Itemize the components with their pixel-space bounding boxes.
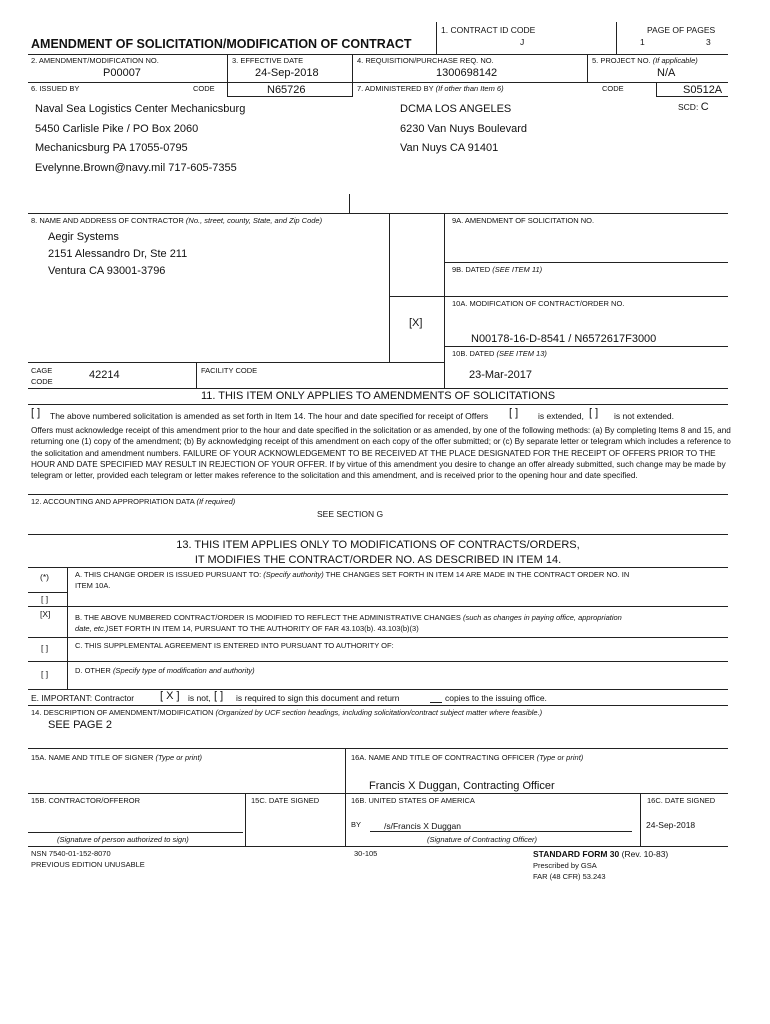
amendment-no: P00007 <box>103 67 141 79</box>
item-10b-label: 10B. DATED (SEE ITEM 13) <box>452 349 547 358</box>
item-e-text-1: E. IMPORTANT: Contractor <box>31 693 135 703</box>
item-10-checkbox[interactable]: [X] <box>409 317 423 329</box>
administered-by-label: 7. ADMINISTERED BY (If other than Item 6) <box>357 84 504 93</box>
item-13b-text-2: date, etc.)SET FORTH IN ITEM 14, PURSUANT TO THE AUTHORITY OF FAR 43.103(b). 43.103(b)(3) <box>75 624 419 633</box>
item-15a-label: 15A. NAME AND TITLE OF SIGNER (Type or print) <box>31 753 203 762</box>
signature-line <box>28 832 243 833</box>
admin-code: S0512A <box>683 84 723 96</box>
rule <box>227 82 228 97</box>
item-13a-checkbox[interactable]: [ ] <box>41 594 49 604</box>
item-10b-date: 23-Mar-2017 <box>469 369 532 381</box>
item-13b-checkbox[interactable]: [X] <box>40 609 51 619</box>
item-15c-label: 15C. DATE SIGNED <box>251 796 320 805</box>
rule <box>227 54 228 83</box>
rule <box>28 388 728 389</box>
contractor-label: 8. NAME AND ADDRESS OF CONTRACTOR (No., street, county, State, and Zip Code) <box>31 216 323 225</box>
rule <box>656 96 728 97</box>
rule <box>28 606 728 607</box>
effective-date-label: 3. EFFECTIVE DATE <box>232 56 304 65</box>
standard-form: STANDARD FORM 30 (Rev. 10-83) <box>533 849 669 859</box>
rule <box>28 846 728 847</box>
item-13-title-1: 13. THIS ITEM APPLIES ONLY TO MODIFICATIONS OF CONTRACTS/ORDERS, <box>176 539 580 551</box>
effective-date: 24-Sep-2018 <box>255 67 319 79</box>
admin-code-label: CODE <box>602 84 624 93</box>
scd: SCD: C <box>678 101 709 113</box>
rule <box>28 534 728 535</box>
contract-order-no: N00178-16-D-8541 / N6572617F3000 <box>471 333 657 345</box>
form-title: AMENDMENT OF SOLICITATION/MODIFICATION OF CONTRACT <box>31 37 412 51</box>
item-16c-label: 16C. DATE SIGNED <box>647 796 716 805</box>
admin-line-1: DCMA LOS ANGELES <box>400 103 512 115</box>
page-number: 1 <box>640 37 645 47</box>
item-9b-label: 9B. DATED (SEE ITEM 11) <box>452 265 543 274</box>
item-12-label: 12. ACCOUNTING AND APPROPRIATION DATA (If required) <box>31 497 236 506</box>
signature-person-note: (Signature of person authorized to sign) <box>57 835 189 844</box>
rule <box>389 213 390 362</box>
item-10a-label: 10A. MODIFICATION OF CONTRACT/ORDER NO. <box>452 299 625 308</box>
item-12-value: SEE SECTION G <box>317 509 384 519</box>
facility-code-label: FACILITY CODE <box>201 366 258 375</box>
item-13d-checkbox[interactable]: [ ] <box>41 669 49 679</box>
item-16a-label: 16A. NAME AND TITLE OF CONTRACTING OFFICER (Type or print) <box>351 753 584 762</box>
item-13a-text-2: ITEM 10A. <box>75 581 111 590</box>
item-16b-label: 16B. UNITED STATES OF AMERICA <box>351 796 475 805</box>
prescribed-by: Prescribed by GSA <box>533 861 597 870</box>
rule <box>444 213 445 388</box>
rule <box>245 793 246 846</box>
rule <box>436 22 437 55</box>
rule <box>67 567 68 689</box>
contractor-street: 2151 Alessandro Dr, Ste 211 <box>48 248 188 260</box>
item-9a-label: 9A. AMENDMENT OF SOLICITATION NO. <box>452 216 595 225</box>
item-14-value: SEE PAGE 2 <box>48 719 112 731</box>
item-13c-checkbox[interactable]: [ ] <box>41 643 49 653</box>
project-label: 5. PROJECT NO. (If applicable) <box>592 56 698 65</box>
rule <box>656 82 657 97</box>
cage-label-2: CODE <box>31 377 53 386</box>
issued-code: N65726 <box>267 84 306 96</box>
rule <box>28 567 728 568</box>
rule <box>616 22 617 55</box>
item-e-text-4: copies to the issuing office. <box>445 693 547 703</box>
rule <box>28 689 728 690</box>
item-13b-text: B. THE ABOVE NUMBERED CONTRACT/ORDER IS MODIFIED TO REFLECT THE ADMINISTRATIVE CHANGES (such as changes in paying office, appropriation <box>75 613 622 622</box>
rule <box>640 793 641 846</box>
rule <box>345 748 346 846</box>
rule <box>587 54 588 83</box>
item-e-text-2: is not, <box>188 693 211 703</box>
date-signed: 24-Sep-2018 <box>646 820 696 830</box>
rule <box>28 793 728 794</box>
contractor-name: Aegir Systems <box>48 231 119 243</box>
rule <box>28 213 728 214</box>
code-label: CODE <box>193 84 215 93</box>
cage-label-1: CAGE <box>31 366 53 375</box>
item-15b-label: 15B. CONTRACTOR/OFFEROR <box>31 796 141 805</box>
rule <box>389 296 728 297</box>
signature-officer-note: (Signature of Contracting Officer) <box>427 835 538 844</box>
item-13c-text: C. THIS SUPPLEMENTAL AGREEMENT IS ENTERED INTO PURSUANT TO AUTHORITY OF: <box>75 641 394 650</box>
item-13-star: (*) <box>40 572 49 582</box>
rule <box>28 82 728 83</box>
item-e-text-3: is required to sign this document and return <box>236 693 400 703</box>
requisition-label: 4. REQUISITION/PURCHASE REQ. NO. <box>357 56 494 65</box>
rule <box>196 362 197 388</box>
item-11-title: 11. THIS ITEM ONLY APPLIES TO AMENDMENTS OF SOLICITATIONS <box>200 390 556 402</box>
nsn: NSN 7540-01-152-8070 <box>31 849 111 858</box>
contract-id-code-label: 1. CONTRACT ID CODE <box>441 25 536 35</box>
item-e-box-1[interactable]: [ X ] <box>160 690 180 702</box>
rule <box>444 262 728 263</box>
admin-line-3: Van Nuys CA 91401 <box>400 142 499 154</box>
signature-line <box>370 831 632 832</box>
rule <box>28 494 728 495</box>
rule <box>28 404 728 405</box>
item-11-box-1[interactable]: [ ] <box>31 407 41 419</box>
rule <box>28 637 728 638</box>
far-reference: FAR (48 CFR) 53.243 <box>533 872 606 881</box>
previous-edition: PREVIOUS EDITION UNUSABLE <box>31 860 145 869</box>
issuer-line-2: 5450 Carlisle Pike / PO Box 2060 <box>35 123 199 135</box>
cage-code: 42214 <box>89 369 120 381</box>
issuer-line-3: Mechanicsburg PA 17055-0795 <box>35 142 188 154</box>
rule <box>28 592 67 593</box>
item-11-box-3[interactable]: [ ] <box>589 407 599 419</box>
page-of-pages-label: PAGE OF PAGES <box>647 25 716 35</box>
amendment-no-label: 2. AMENDMENT/MODIFICATION NO. <box>31 56 159 65</box>
rule <box>28 748 728 749</box>
rule <box>352 54 353 97</box>
item-14-label: 14. DESCRIPTION OF AMENDMENT/MODIFICATION (Organized by UCF section headings, including solicitation/contract subject matter where feasible.) <box>31 708 543 717</box>
rule <box>28 705 728 706</box>
item-13a-text: A. THIS CHANGE ORDER IS ISSUED PURSUANT TO: (Specify authority) THE CHANGES SET FORTH IN ITEM 14 ARE MADE IN THE CONTRACT ORDER NO. IN <box>75 570 630 579</box>
item-11-extended: is extended, <box>538 411 584 421</box>
item-13d-text: D. OTHER (Specify type of modification and authority) <box>75 666 255 675</box>
item-e-box-2[interactable]: [ ] <box>214 690 224 702</box>
requisition-no: 1300698142 <box>436 67 498 79</box>
item-11-text: The above numbered solicitation is amended as set forth in Item 14. The hour and date specified for receipt of Offers <box>50 411 489 421</box>
rule <box>349 194 350 213</box>
issuer-line-1: Naval Sea Logistics Center Mechanicsburg <box>35 103 246 115</box>
item-11-box-2[interactable]: [ ] <box>509 407 519 419</box>
item-13-title-2: IT MODIFIES THE CONTRACT/ORDER NO. AS DESCRIBED IN ITEM 14. <box>194 554 562 566</box>
rule <box>28 661 728 662</box>
item-11-not-extended: is not extended. <box>614 411 675 421</box>
admin-line-2: 6230 Van Nuys Boulevard <box>400 123 527 135</box>
by-label: BY <box>351 820 362 829</box>
contractor-city: Ventura CA 93001-3796 <box>48 265 166 277</box>
project-no: N/A <box>657 67 676 79</box>
copies-blank <box>430 702 442 703</box>
issued-by-label: 6. ISSUED BY <box>31 84 80 93</box>
rule <box>28 54 728 55</box>
page-count: 3 <box>706 37 711 47</box>
contracting-officer-name: Francis X Duggan, Contracting Officer <box>369 780 555 792</box>
item-11-instructions: Offers must acknowledge receipt of this amendment prior to the hour and date specified in the solicitation or as amended, by one of the following methods: (a) By completing Items 8 and 15, and returning one (1) copy of the amendment; (b) By acknowledging receipt of this amendment on each copy of the offer submitted; or (c) By separate letter or telegram which includes a reference to the solicitation and amendment numbers. FAILURE OF YOUR ACKNOWLEDGEMENT TO BE RECEIVED AT THE PLACE DESIGNATED FOR THE RECEIPT OF OFFERS PRIOR TO THE HOUR AND DATE SPECIFIED MAY RESULT IN REJECTION OF YOUR OFFER. If by virtue of this amendment you desire to change an offer already submitted, such change may be made by telegram or letter, provided each telegram or letter makes reference to the solicitation and this amendment, and is received prior to the opening hour and date specified. <box>31 426 731 481</box>
officer-signature: /s/Francis X Duggan <box>384 821 462 831</box>
form-code: 30-105 <box>354 849 378 858</box>
rule <box>28 362 444 363</box>
rule <box>444 346 728 347</box>
contract-id-code: J <box>520 37 525 47</box>
issuer-email: Evelynne.Brown@navy.mil 717-605-7355 <box>35 162 237 174</box>
rule <box>227 96 352 97</box>
